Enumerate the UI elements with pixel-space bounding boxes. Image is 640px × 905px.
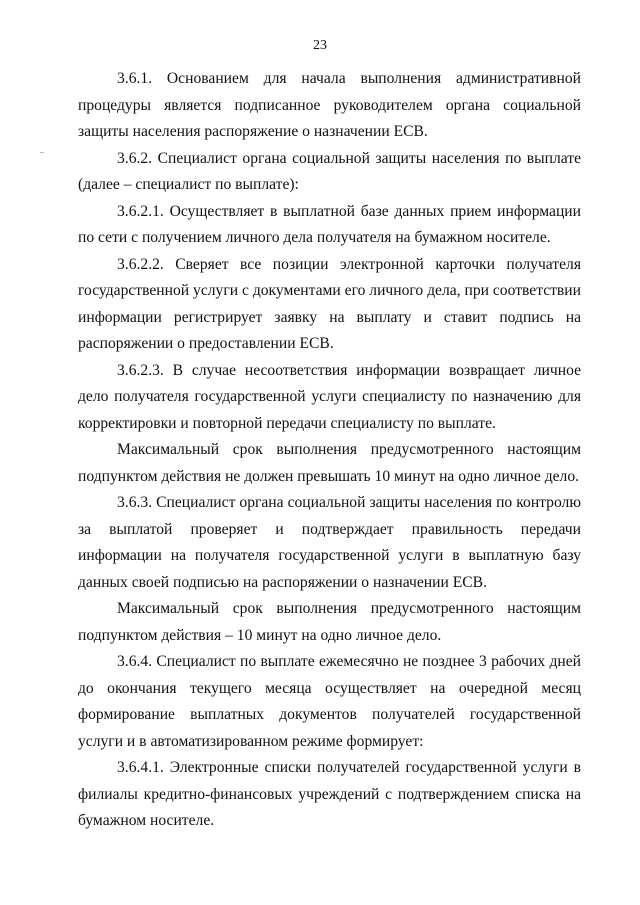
paragraph-3-6-2-3: 3.6.2.3. В случае несоответствия информации возвращает личное дело получателя государственной услуги специалисту по назначению для корректировки и повторной передачи специалисту по выплате. — [78, 361, 581, 432]
paragraph-3-6-2-2: 3.6.2.2. Сверяет все позиции электронной карточки получателя государственной услуги с документами его личного дела, при соответствии информации регистрирует заявку на выплату и ставит подпись на распоряжении о предоставлении ЕСВ. — [78, 255, 581, 352]
paragraph-3-6-2: 3.6.2. Специалист органа социальной защиты населения по выплате (далее – специалист по выплате): — [78, 149, 581, 193]
document-body — [78, 66, 581, 835]
paragraph-3-6-4: 3.6.4. Специалист по выплате ежемесячно не позднее 3 рабочих дней до окончания текущего месяца осуществляет на очередной месяц формирование выплатных документов получателей государственной услуги и в автоматизированном режиме формирует: — [78, 653, 581, 750]
margin-mark — [40, 152, 44, 153]
page-number: 23 — [313, 38, 327, 53]
paragraph-max-time-2: Максимальный срок выполнения предусмотренного настоящим подпунктом действия – 10 минут на одно личное дело. — [78, 600, 581, 644]
paragraph-3-6-2-1: 3.6.2.1. Осуществляет в выплатной базе данных прием информации по сети с получением личного дела получателя на бумажном носителе. — [78, 202, 581, 246]
paragraph-3-6-3: 3.6.3. Специалист органа социальной защиты населения по контролю за выплатой проверяет и подтверждает правильность передачи информации на получателя государственной услуги в выплатную базу данных своей подписью на распоряжении о назначении ЕСВ. — [78, 494, 581, 591]
paragraph-3-6-4-1: 3.6.4.1. Электронные списки получателей государственной услуги в филиалы кредитно-финансовых учреждений с подтверждением списка на бумажном носителе. — [78, 759, 581, 829]
paragraph-max-time-1: Максимальный срок выполнения предусмотренного настоящим подпунктом действия не должен превышать 10 минут на одно личное дело. — [78, 441, 581, 485]
paragraph-3-6-1: 3.6.1. Основанием для начала выполнения административной процедуры является подписанное руководителем органа социальной защиты населения распоряжение о назначении ЕСВ. — [78, 70, 581, 140]
